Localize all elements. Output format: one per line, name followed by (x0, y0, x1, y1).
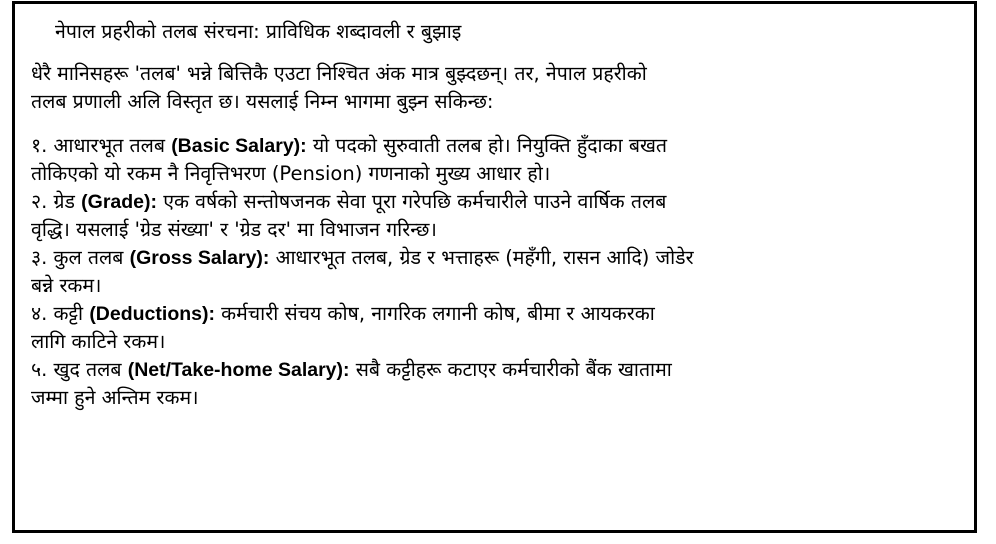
definition-line (31, 356, 958, 384)
definition-item-net-salary (31, 356, 958, 412)
definition-continuation: लागि काटिने रकम। (31, 330, 166, 353)
definition-item-grade (31, 188, 958, 244)
item-description: एक वर्षको सन्तोषजनक सेवा पूरा गरेपछि कर्मचारीले पाउने वार्षिक तलब (157, 190, 667, 213)
definition-continuation: तोकिएको यो रकम नै निवृत्तिभरण (Pension) गणनाको मुख्य आधार हो। (31, 162, 551, 185)
definition-continuation: वृद्धि। यसलाई 'ग्रेड संख्या' र 'ग्रेड दर' मा विभाजन गरिन्छ। (31, 218, 437, 241)
definition-continuation: जम्मा हुने अन्तिम रकम। (31, 386, 199, 409)
definition-continuation: बन्ने रकम। (31, 274, 102, 297)
intro-line-2: तलब प्रणाली अलि विस्तृत छ। यसलाई निम्न भागमा बुझ्न सकिन्छ: (31, 90, 494, 113)
item-description: आधारभूत तलब, ग्रेड र भत्ताहरू (महँगी, रासन आदि) जोडेर (269, 246, 694, 269)
item-prefix: १. आधारभूत तलब (31, 134, 172, 157)
definition-line (31, 300, 958, 328)
definition-item-gross-salary (31, 244, 958, 300)
item-prefix: ४. कट्टी (31, 302, 90, 325)
intro-line-1: धेरै मानिसहरू 'तलब' भन्ने बित्तिकै एउटा निश्चित अंक मात्र बुझ्दछन्। तर, नेपाल प्रहरीको (31, 62, 647, 85)
item-prefix: ३. कुल तलब (31, 246, 130, 269)
item-term: (Deductions): (89, 303, 215, 325)
item-description: कर्मचारी संचय कोष, नागरिक लगानी कोष, बीमा र आयकरका (214, 302, 655, 325)
item-prefix: ५. खुद तलब (31, 358, 128, 381)
item-term: (Gross Salary): (129, 247, 270, 269)
document-frame (12, 1, 977, 533)
definition-line (31, 244, 958, 272)
item-description: सबै कट्टीहरू कटाएर कर्मचारीको बैंक खातामा (349, 358, 672, 381)
definition-item-deductions (31, 300, 958, 356)
item-description: यो पदको सुरुवाती तलब हो। नियुक्ति हुँदाका बखत (306, 134, 668, 157)
item-term: (Basic Salary): (171, 135, 307, 157)
item-term: (Grade): (81, 191, 158, 213)
definition-list (31, 132, 958, 412)
definition-line (31, 188, 958, 216)
definition-item-basic-salary (31, 132, 958, 188)
item-term: (Net/Take-home Salary): (127, 359, 350, 381)
definition-line (31, 132, 958, 160)
item-prefix: २. ग्रेड (31, 190, 82, 213)
intro-paragraph (31, 60, 958, 116)
document-title: नेपाल प्रहरीको तलब संरचना: प्राविधिक शब्दावली र बुझाइ (55, 20, 462, 43)
